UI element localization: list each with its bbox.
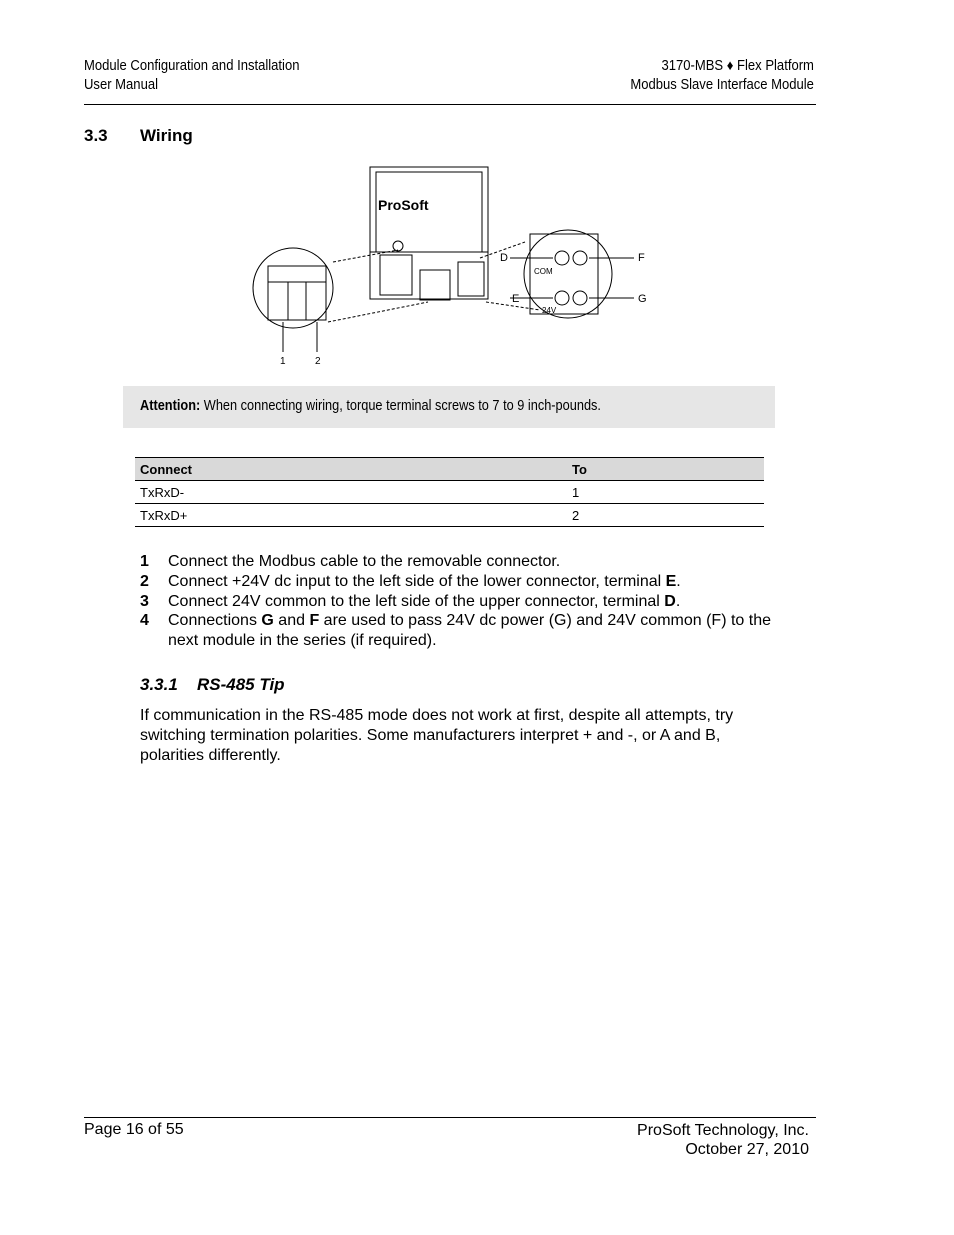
brand-logo: ProSoft (378, 197, 429, 213)
subsection-number: 3.3.1 (140, 675, 178, 694)
section-number: 3.3 (84, 126, 108, 145)
table-row (135, 504, 764, 527)
attention-text (140, 398, 601, 414)
label-24v: 24V (542, 306, 557, 315)
step-terminal: F (309, 612, 320, 630)
label-2: 2 (315, 356, 321, 367)
header-module-name: Modbus Slave Interface Module (630, 77, 814, 93)
terminal-d-screw (555, 251, 569, 265)
screw-icon (393, 241, 403, 251)
step-text: . (676, 572, 681, 590)
step-number: 3 (140, 592, 149, 610)
step-number: 1 (140, 553, 149, 570)
list-item (140, 592, 780, 612)
step-terminal: E (665, 572, 677, 590)
footer-divider (84, 1117, 816, 1118)
attention-box (123, 386, 775, 428)
header-document-type: User Manual (84, 77, 158, 93)
table-row (135, 481, 764, 504)
list-item (140, 611, 780, 651)
header-product: 3170-MBS ♦ Flex Platform (661, 58, 814, 74)
wiring-diagram (250, 162, 660, 372)
step-number: 2 (140, 572, 149, 590)
zoom-circle-left (253, 248, 333, 328)
terminal-e-screw (555, 291, 569, 305)
list-item (140, 572, 780, 592)
table-cell: 1 (567, 481, 764, 504)
step-terminal: G (261, 612, 274, 630)
label-1: 1 (280, 356, 286, 367)
table-cell: TxRxD+ (135, 504, 567, 527)
step-text: Connect the Modbus cable to the removable connector. (168, 553, 561, 570)
label-com: COM (534, 267, 553, 276)
table-cell: TxRxD- (135, 481, 567, 504)
label-g: G (638, 293, 647, 305)
step-text: Connections (168, 612, 262, 630)
step-text: and (273, 612, 310, 630)
label-f: F (638, 252, 645, 264)
step-number: 4 (140, 612, 149, 630)
subsection-title: RS-485 Tip (197, 675, 285, 694)
label-e: E (512, 293, 520, 305)
footer-right (637, 1121, 809, 1159)
page-number: Page 16 of 55 (84, 1121, 184, 1138)
step-text: are used to pass 24V dc power (G) and 24V common (F) to the next module in the series (if required). (168, 612, 771, 650)
subsection-heading (140, 675, 285, 695)
steps-list (140, 552, 780, 651)
step-terminal: D (664, 592, 676, 610)
header-document-section: Module Configuration and Installation (84, 58, 300, 74)
wiring-table (135, 457, 764, 527)
table-header-to: To (567, 458, 764, 481)
step-text: . (675, 592, 681, 610)
removable-connector (380, 255, 412, 295)
section-title: Wiring (140, 126, 193, 145)
terminal-g-screw (573, 291, 587, 305)
list-item (140, 552, 780, 572)
table-header-row (135, 458, 764, 481)
rs485-tip-paragraph: If communication in the RS-485 mode does not work at first, despite all attempts, try switching termination polarities. Some manufacturers interpret + and -, or A and B, polarities differently. (140, 707, 734, 764)
power-connector (458, 262, 484, 296)
rs485-connector (420, 270, 450, 300)
step-text: Connect +24V dc input to the left side of the lower connector, terminal (168, 572, 666, 590)
step-text: Connect 24V common to the left side of the upper connector, terminal (168, 592, 665, 610)
footer-company: ProSoft Technology, Inc. (637, 1122, 809, 1139)
module-body (370, 167, 488, 299)
header-left (84, 57, 299, 95)
footer-date: October 27, 2010 (685, 1141, 809, 1158)
header-right (630, 57, 814, 95)
label-d: D (500, 252, 508, 264)
header-divider (84, 104, 816, 105)
table-cell: 2 (567, 504, 764, 527)
section-heading (84, 126, 193, 146)
attention-label: Attention: (140, 398, 201, 414)
attention-message: When connecting wiring, torque terminal screws to 7 to 9 inch-pounds. (200, 398, 601, 414)
table-header-connect: Connect (135, 458, 567, 481)
terminal-f-screw (573, 251, 587, 265)
